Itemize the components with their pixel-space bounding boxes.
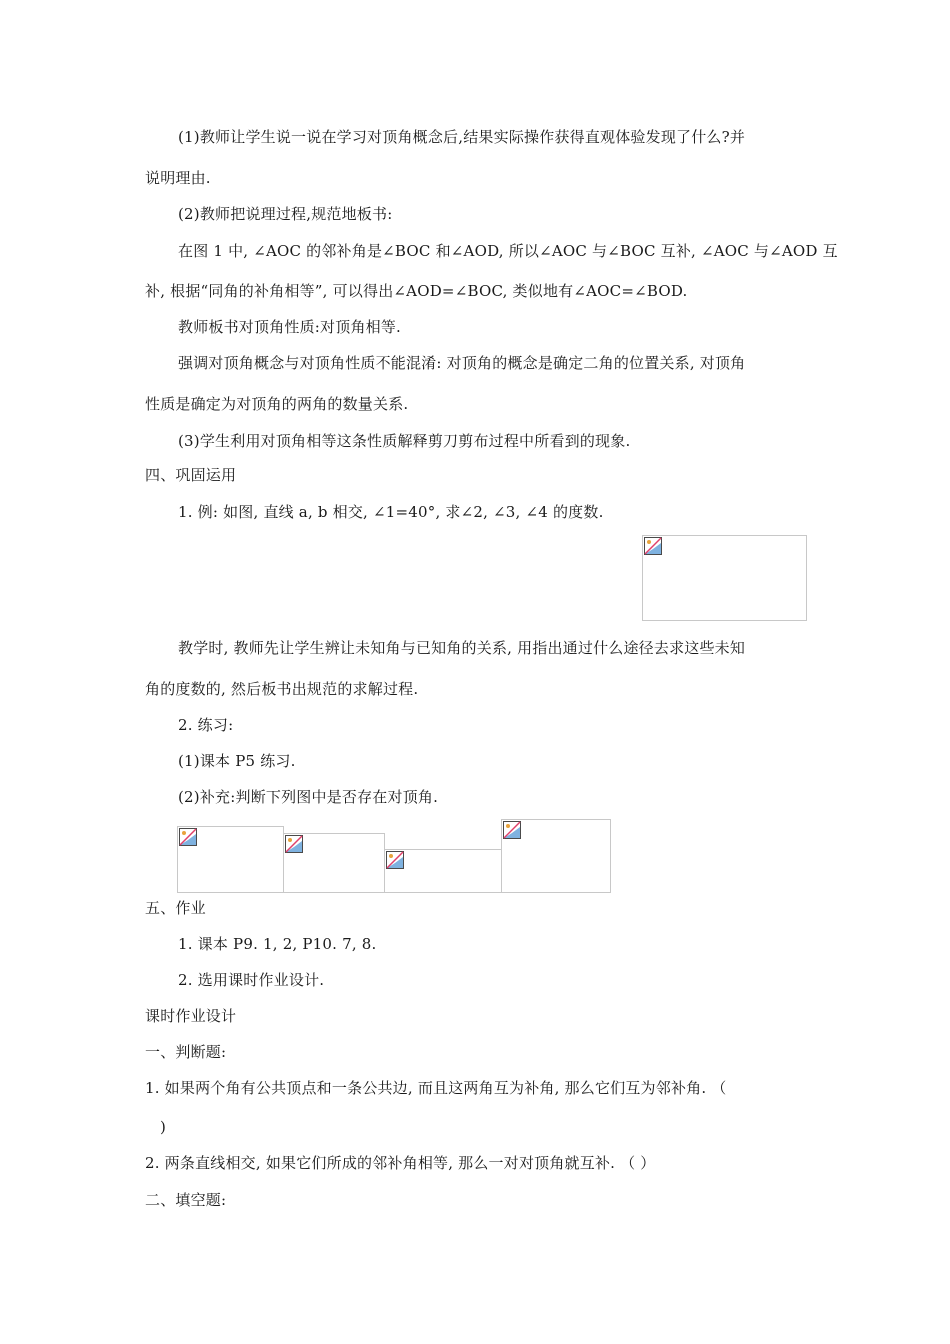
text-line: (1)教师让学生说一说在学习对顶角概念后,结果实际操作获得直观体验发现了什么?并 [178,128,746,146]
text-line: 补, 根据“同角的补角相等”, 可以得出∠AOD=∠BOC, 类似地有∠AOC=∠BOD. [145,282,688,300]
text-line: 1. 例: 如图, 直线 a, b 相交, ∠1=40°, 求∠2, ∠3, ∠4 的度数. [178,503,604,521]
text-line: (3)学生利用对顶角相等这条性质解释剪刀剪布过程中所看到的现象. [178,432,631,450]
text-line: 2. 练习: [178,716,234,734]
section-heading: 课时作业设计 [145,1007,237,1025]
section-heading: 四、巩固运用 [145,466,237,484]
text-line: 在图 1 中, ∠AOC 的邻补角是∠BOC 和∠AOD, 所以∠AOC 与∠BOC 互补, ∠AOC 与∠AOD 互 [178,242,838,260]
broken-image-icon [644,537,662,555]
broken-image-icon [386,851,404,869]
section-heading: 二、填空题: [145,1191,227,1209]
figure-image [642,535,807,621]
text-line: 性质是确定为对顶角的两角的数量关系. [145,395,409,413]
text-line: 2. 选用课时作业设计. [178,971,325,989]
section-heading: 五、作业 [145,899,206,917]
text-line: 教师板书对顶角性质:对顶角相等. [178,318,402,336]
text-line: (2)补充:判断下列图中是否存在对顶角. [178,788,439,806]
text-line: 2. 两条直线相交, 如果它们所成的邻补角相等, 那么一对对顶角就互补. （ ） [145,1154,656,1172]
figure-image [283,833,385,893]
figure-image [384,849,502,893]
text-line: 教学时, 教师先让学生辨让未知角与已知角的关系, 用指出通过什么途径去求这些未知 [178,639,746,657]
figure-image [177,826,284,893]
text-line: 1. 如果两个角有公共顶点和一条公共边, 而且这两角互为补角, 那么它们互为邻补角. （ [145,1079,727,1097]
text-line: 说明理由. [145,169,211,187]
text-line: ) [160,1118,167,1136]
text-line: (1)课本 P5 练习. [178,752,296,770]
broken-image-icon [285,835,303,853]
broken-image-icon [503,821,521,839]
text-line: 1. 课本 P9. 1, 2, P10. 7, 8. [178,935,377,953]
section-heading: 一、判断题: [145,1043,227,1061]
text-line: 强调对顶角概念与对顶角性质不能混淆: 对顶角的概念是确定二角的位置关系, 对顶角 [178,354,746,372]
figure-image [501,819,611,893]
broken-image-icon [179,828,197,846]
text-line: 角的度数的, 然后板书出规范的求解过程. [145,680,419,698]
text-line: (2)教师把说理过程,规范地板书: [178,205,393,223]
